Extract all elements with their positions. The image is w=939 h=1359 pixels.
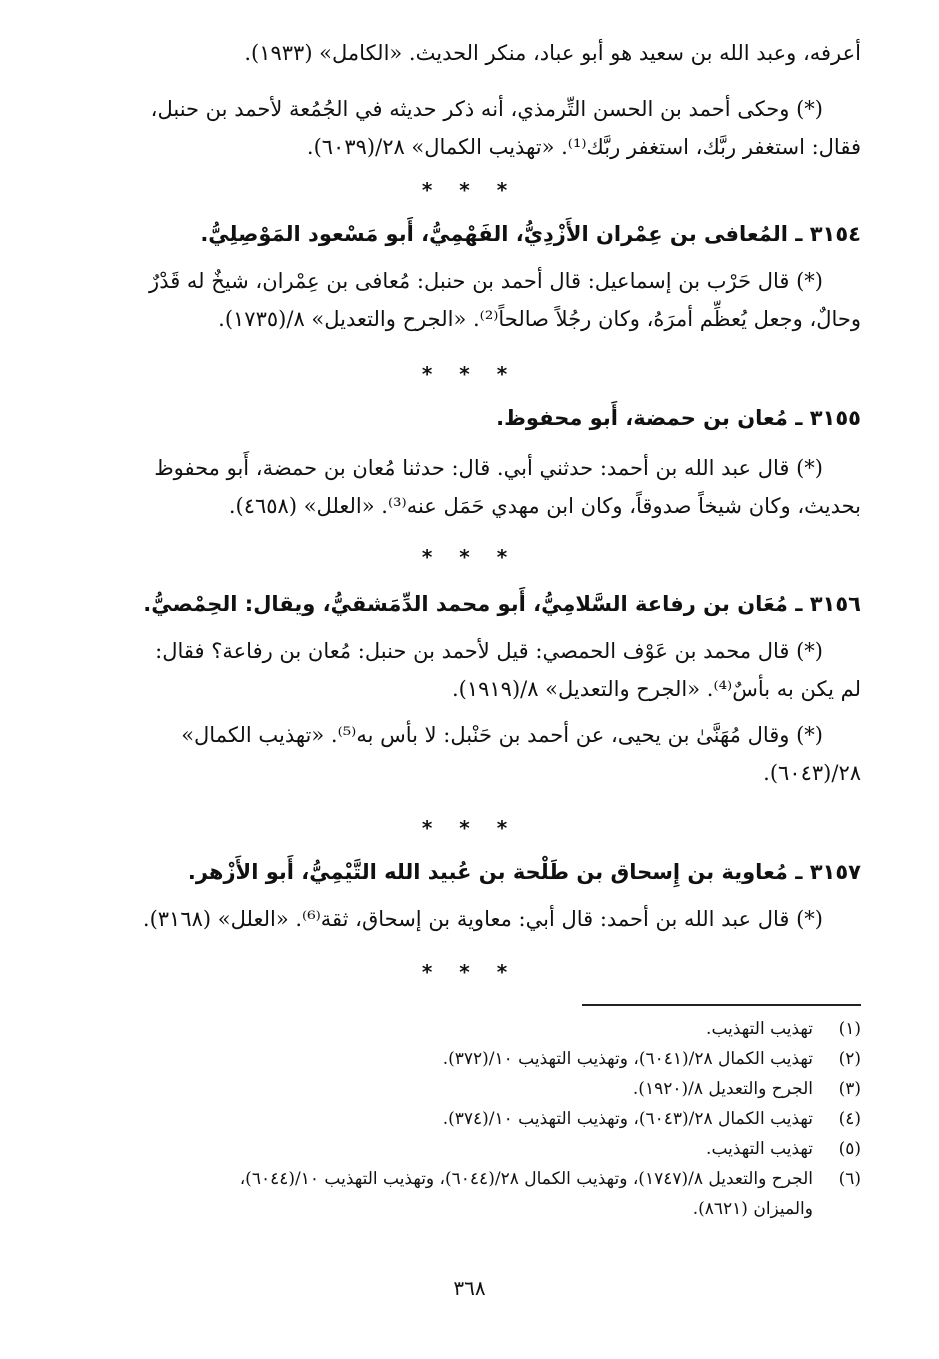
footnote-item: [78, 1044, 861, 1074]
footnote-item: [78, 1134, 861, 1164]
footnote-text: تهذيب التهذيب.: [706, 1019, 813, 1039]
page-number: ٣٦٨: [453, 1276, 486, 1300]
text-line: بحديث، وكان شيخاً صدوقاً، وكان ابن مهدي حَمَل عنه⁽³⁾. «العلل» (٤٦٥٨).: [228, 494, 861, 518]
footnote-text: والميزان (٨٦٢١).: [692, 1199, 813, 1219]
text-line: (*) وحكى أحمد بن الحسن التِّرمذي، أنه ذكر حديثه في الجُمُعة لأحمد بن حنبل،: [150, 97, 823, 121]
footnote-text: الجرح والتعديل ٨/(١٩٢٠).: [632, 1079, 813, 1099]
footnote-text: تهذيب الكمال ٢٨/(٦٠٤٣)، وتهذيب التهذيب ١٠/(٣٧٤).: [442, 1109, 813, 1129]
paragraph-continuation: [78, 34, 861, 72]
text-line: (*) قال عبد الله بن أحمد: حدثني أبي. قال: حدثنا مُعان بن حمضة، أَبو محفوظ: [154, 456, 823, 480]
text-line: (*) وقال مُهَنَّىٰ بن يحيى، عن أحمد بن حَنْبل: لا بأس به⁽⁵⁾. «تهذيب الكمال»: [181, 723, 823, 747]
footnotes: [78, 1014, 861, 1224]
footnote-number: (٥): [838, 1139, 861, 1159]
footnote-item: [78, 1074, 861, 1104]
entry-3156: [78, 586, 861, 624]
footnote-number: (٤): [838, 1109, 861, 1129]
footnote-text: تهذيب التهذيب.: [706, 1139, 813, 1159]
entry-heading: ٣١٥٦ ـ مُعَان بن رفاعة السَّلامِيُّ، أَبو محمد الدِّمَشقيُّ، ويقال: الحِمْصيُّ.: [143, 592, 861, 616]
text-line: (*) قال عبد الله بن أحمد: قال أبي: معاوية بن إسحاق، ثقة⁽⁶⁾. «العلل» (٣١٦٨).: [142, 907, 823, 931]
text-line: فقال: استغفر ربَّك، استغفر ربَّك⁽¹⁾. «تهذيب الكمال» ٢٨/(٦٠٣٩).: [306, 135, 861, 159]
entry-3155: [78, 400, 861, 438]
footnote-item: [78, 1014, 861, 1044]
entry-3155-text: [78, 449, 861, 525]
entry-3154: [78, 216, 861, 254]
footnote-separator: [582, 1004, 861, 1006]
footnote-text: الجرح والتعديل ٨/(١٧٤٧)، وتهذيب الكمال ٢٨/(٦٠٤٤)، وتهذيب التهذيب ١٠/(٦٠٤٤)،: [239, 1169, 813, 1189]
entry-heading: ٣١٥٧ ـ مُعاوية بن إِسحاق بن طَلْحة بن عُبيد الله التَّيْمِيُّ، أَبو الأَزْهر.: [187, 860, 861, 884]
footnote-number: (٢): [838, 1049, 861, 1069]
footnote-item-continuation: [78, 1194, 861, 1224]
footnote-item: [78, 1164, 861, 1194]
footnote-text: تهذيب الكمال ٢٨/(٦٠٤١)، وتهذيب التهذيب ١٠/(٣٧٢).: [442, 1049, 813, 1069]
footnote-number: (١): [838, 1019, 861, 1039]
entry-heading: ٣١٥٥ ـ مُعان بن حمضة، أَبو محفوظ.: [496, 406, 861, 430]
entry-3157: [78, 854, 861, 892]
text-line: (*) قال حَرْب بن إسماعيل: قال أحمد بن حنبل: مُعافى بن عِمْران، شيخٌ له قَدْرٌ: [149, 269, 823, 293]
footnote-number: (٣): [838, 1079, 861, 1099]
entry-heading: ٣١٥٤ ـ المُعافى بن عِمْران الأَزْدِيُّ، الفَهْمِيُّ، أَبو مَسْعود المَوْصِلِيُّ.: [200, 222, 861, 246]
entry-3156-text-2: [78, 716, 861, 792]
section-divider-stars: * * *: [421, 960, 518, 984]
text-line: ٢٨/(٦٠٤٣).: [763, 761, 861, 785]
text-line: وحالٌ، وجعل يُعظِّم أمرَهُ، وكان رجُلاً صالحاً⁽²⁾. «الجرح والتعديل» ٨/(١٧٣٥).: [218, 307, 861, 331]
paragraph-tirmidhi: [78, 90, 861, 166]
section-divider-stars: * * *: [421, 362, 518, 386]
section-divider-stars: * * *: [421, 178, 518, 202]
text-line: أعرفه، وعبد الله بن سعيد هو أبو عباد، منكر الحديث. «الكامل» (١٩٣٣).: [244, 41, 861, 65]
text-line: (*) قال محمد بن عَوْف الحمصي: قيل لأحمد بن حنبل: مُعان بن رفاعة؟ فقال:: [155, 639, 823, 663]
entry-3154-text: [78, 262, 861, 338]
footnote-item: [78, 1104, 861, 1134]
footnote-number: (٦): [838, 1169, 861, 1189]
entry-3156-text: [78, 632, 861, 708]
section-divider-stars: * * *: [421, 816, 518, 840]
section-divider-stars: * * *: [421, 545, 518, 569]
entry-3157-text: [78, 900, 861, 938]
text-line: لم يكن به بأسٌ⁽⁴⁾. «الجرح والتعديل» ٨/(١٩١٩).: [451, 677, 861, 701]
